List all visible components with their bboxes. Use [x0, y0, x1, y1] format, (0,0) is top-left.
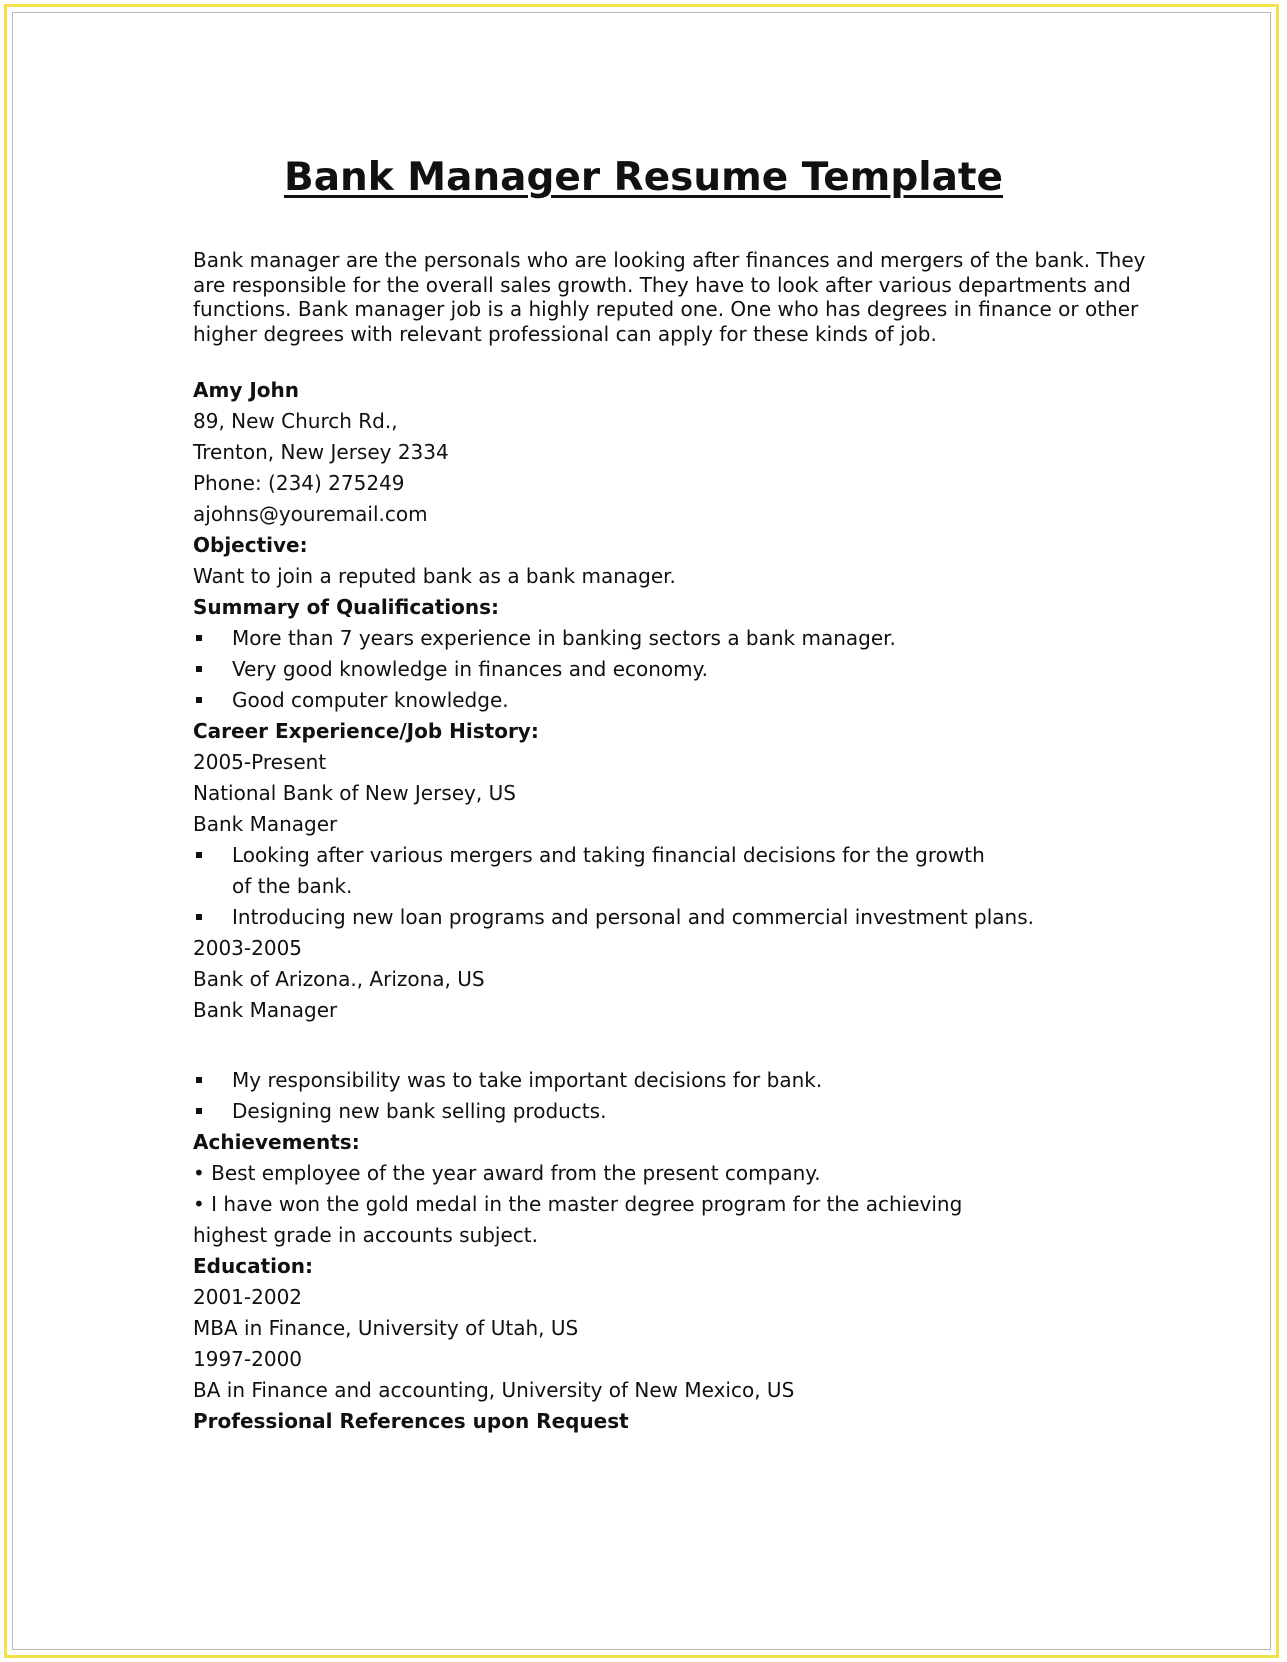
square-bullet-icon [196, 1108, 202, 1114]
contact-email: ajohns@youremail.com [193, 502, 428, 526]
job-period: 2005-Present [193, 750, 327, 774]
contact-phone: Phone: (234) 275249 [193, 471, 405, 495]
square-bullet-icon [196, 635, 202, 641]
achievement-item: • I have won the gold medal in the master degree program for the achieving highest grade in accounts subject. [193, 1192, 963, 1247]
job-role: Bank Manager [193, 812, 338, 836]
summary-item: Very good knowledge in finances and economy. [193, 654, 1153, 685]
resume-body [193, 248, 1153, 1437]
contact-address-line-2: Trenton, New Jersey 2334 [193, 440, 449, 464]
achievement-item: • Best employee of the year award from the present company. [193, 1161, 821, 1185]
education-period: 2001-2002 [193, 1285, 303, 1309]
job-duty: Introducing new loan programs and personal and commercial investment plans. [193, 902, 1153, 933]
contact-address-line-1: 89, New Church Rd., [193, 409, 398, 433]
job-company: Bank of Arizona., Arizona, US [193, 967, 485, 991]
summary-item: Good computer knowledge. [193, 685, 1153, 716]
spacer [193, 1026, 1153, 1065]
references-note: Professional References upon Request [193, 1409, 629, 1433]
job-company: National Bank of New Jersey, US [193, 781, 516, 805]
square-bullet-icon [196, 852, 202, 858]
career-heading: Career Experience/Job History: [193, 719, 539, 743]
intro-paragraph: Bank manager are the personals who are looking after finances and mergers of the bank. They are responsible for the overall sales growth. They have to look after various departments and functions. Bank manager job is a highly reputed one. One who has degrees in finance or other higher degrees with relevant professional can apply for these kinds of job. [193, 248, 1146, 346]
job-role: Bank Manager [193, 998, 338, 1022]
education-heading: Education: [193, 1254, 313, 1278]
square-bullet-icon [196, 1077, 202, 1083]
square-bullet-icon [196, 914, 202, 920]
square-bullet-icon [196, 666, 202, 672]
job-duty: Looking after various mergers and taking financial decisions for the growth of the bank. [193, 840, 1153, 902]
page-title: Bank Manager Resume Template [283, 155, 1004, 200]
education-degree: MBA in Finance, University of Utah, US [193, 1316, 579, 1340]
achievements-heading: Achievements: [193, 1130, 360, 1154]
job-period: 2003-2005 [193, 936, 303, 960]
square-bullet-icon [196, 697, 202, 703]
objective-text: Want to join a reputed bank as a bank manager. [193, 564, 676, 588]
summary-item: More than 7 years experience in banking sectors a bank manager. [193, 623, 1153, 654]
objective-heading: Objective: [193, 533, 308, 557]
job-duty: Designing new bank selling products. [193, 1096, 1153, 1127]
education-period: 1997-2000 [193, 1347, 303, 1371]
education-degree: BA in Finance and accounting, University of New Mexico, US [193, 1378, 795, 1402]
summary-heading: Summary of Qualifications: [193, 595, 500, 619]
contact-name: Amy John [193, 378, 299, 402]
job-duty: My responsibility was to take important decisions for bank. [193, 1065, 1153, 1096]
